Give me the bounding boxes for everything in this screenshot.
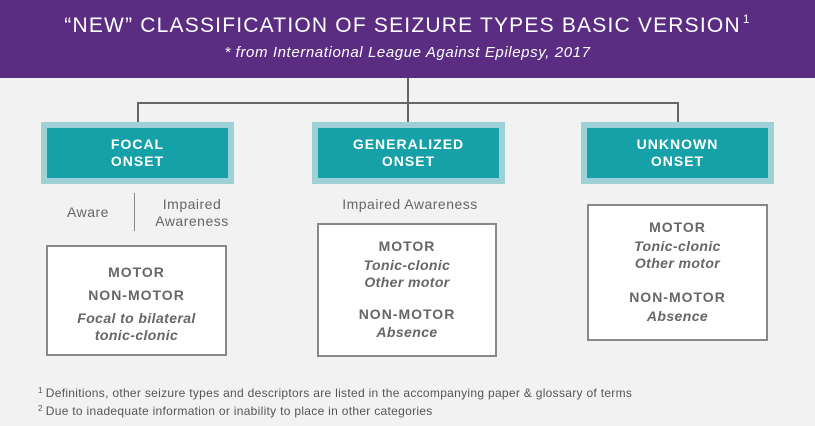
- connector-generalized: [407, 102, 409, 124]
- unknown-onset-box: [581, 122, 774, 184]
- connector-focal: [137, 102, 139, 124]
- header-banner: [0, 0, 815, 78]
- connector-unknown: [677, 102, 679, 124]
- focal-onset-box: [41, 122, 234, 184]
- unknown-non-motor: NON-MOTOR: [629, 289, 726, 305]
- awareness-divider: [134, 193, 135, 231]
- focal-bilateral-line2: tonic-clonic: [94, 327, 179, 343]
- focal-non-motor: NON-MOTOR: [88, 287, 185, 303]
- title-text: “NEW” CLASSIFICATION OF SEIZURE TYPES BASIC VERSION: [64, 14, 741, 37]
- generalized-onset-box: [312, 122, 505, 184]
- unknown-motor-item2: Other motor: [634, 255, 721, 271]
- focal-aware-label: Aware: [67, 204, 109, 220]
- footnote-1-mark: 1: [38, 386, 43, 395]
- unknown-onset-line2: ONSET: [650, 153, 705, 169]
- footnote-2: [38, 401, 632, 419]
- focal-types-box: [46, 245, 227, 356]
- title-footnote-mark: 1: [742, 12, 751, 26]
- generalized-onset-line1: GENERALIZED: [352, 136, 465, 152]
- unknown-motor: MOTOR: [649, 219, 706, 235]
- generalized-motor-item2: Other motor: [364, 274, 450, 290]
- generalized-impaired-awareness-label: Impaired Awareness: [342, 196, 478, 212]
- unknown-non-motor-item1: Absence: [646, 308, 709, 324]
- focal-bilateral-line1: Focal to bilateral: [77, 310, 196, 326]
- generalized-onset-line2: ONSET: [381, 153, 436, 169]
- diagram-subtitle: * from International League Against Epilepsy, 2017: [224, 44, 591, 61]
- unknown-motor-item1: Tonic-clonic: [634, 238, 721, 254]
- footnote-1-text: Definitions, other seizure types and descriptors are listed in the accompanying paper & glossary of terms: [45, 386, 633, 400]
- focal-motor: MOTOR: [108, 264, 165, 280]
- diagram-title: [0, 12, 815, 38]
- unknown-types-box: [587, 204, 768, 341]
- footnote-2-text: Due to inadequate information or inability to place in other categories: [45, 404, 433, 418]
- focal-onset-line1: FOCAL: [110, 136, 165, 152]
- generalized-types-box: [317, 223, 497, 357]
- footnote-2-mark: 2: [38, 404, 43, 413]
- focal-impaired-awareness-label: [142, 196, 242, 230]
- focal-impaired-line2: Awareness: [155, 213, 229, 229]
- unknown-onset-line1: UNKNOWN: [636, 136, 719, 152]
- connector-trunk: [407, 78, 409, 103]
- focal-onset-line2: ONSET: [110, 153, 165, 169]
- footnotes: [38, 383, 632, 419]
- footnote-1: [38, 383, 632, 401]
- generalized-motor: MOTOR: [378, 238, 436, 254]
- generalized-non-motor: NON-MOTOR: [358, 306, 456, 322]
- generalized-non-motor-item1: Absence: [376, 324, 438, 340]
- generalized-motor-item1: Tonic-clonic: [363, 257, 451, 273]
- focal-impaired-line1: Impaired: [162, 196, 222, 212]
